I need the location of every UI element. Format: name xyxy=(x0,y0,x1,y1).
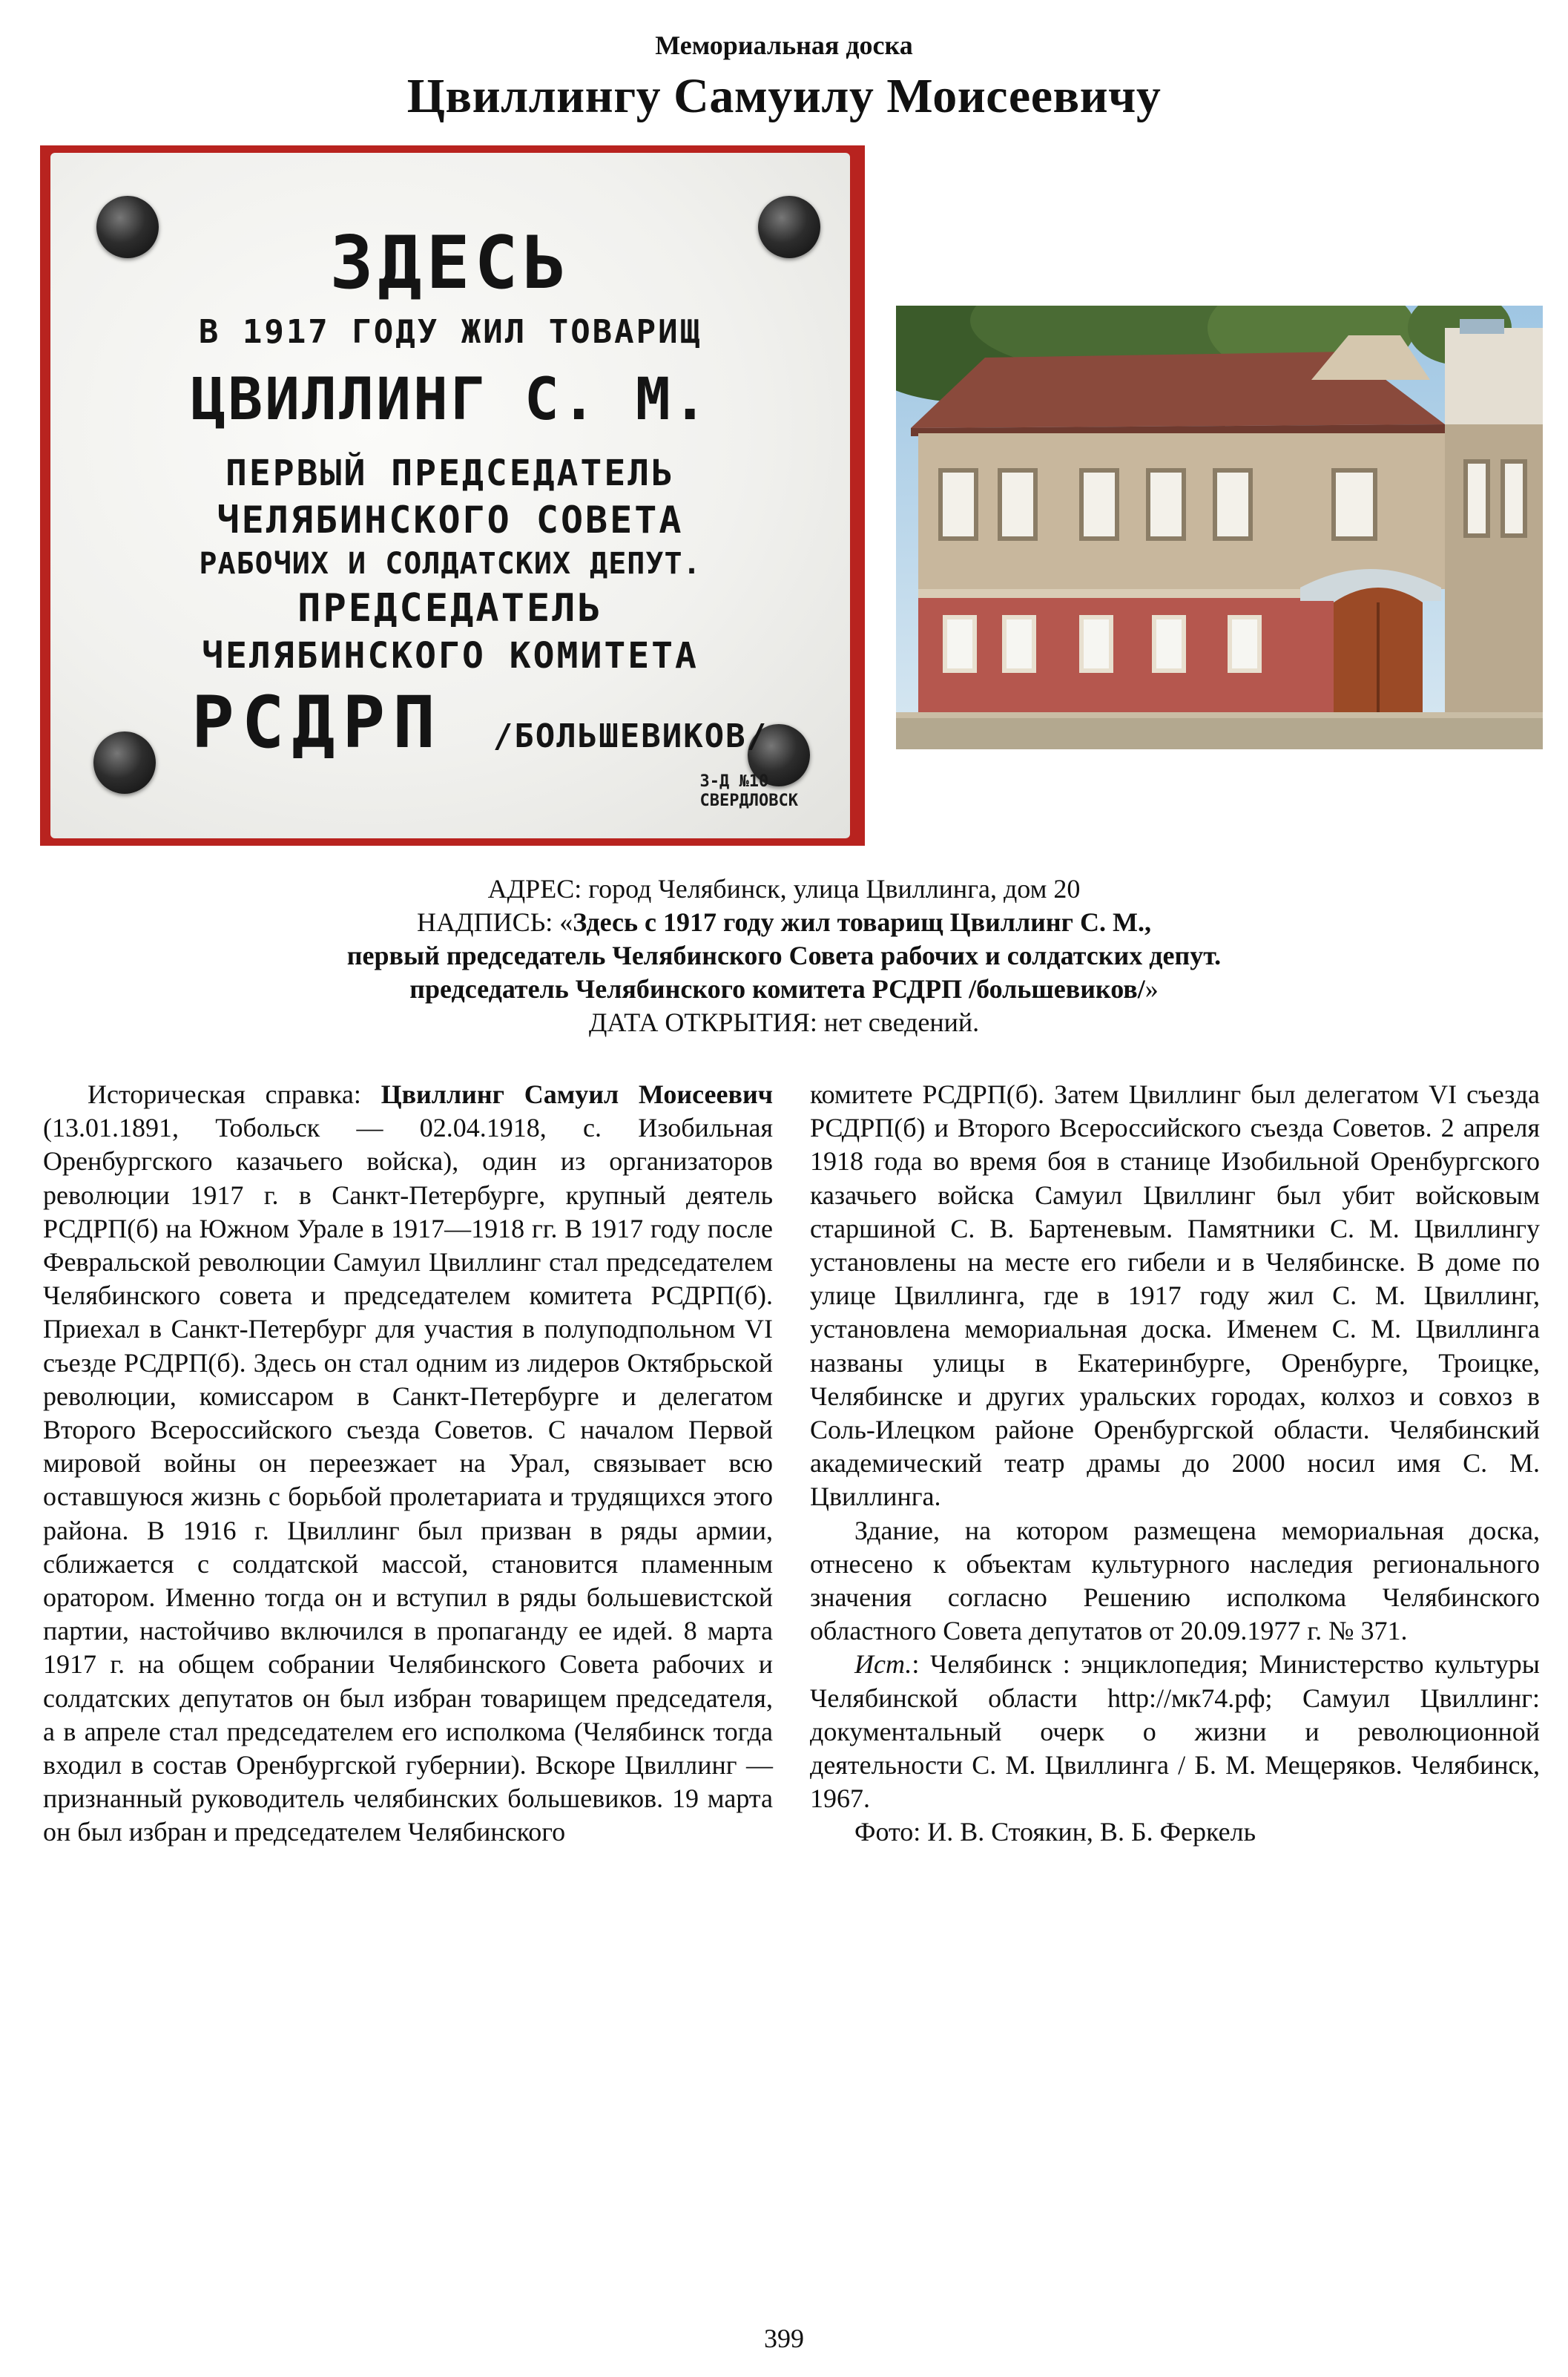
address-line xyxy=(0,872,1568,906)
inscription-close: » xyxy=(1144,974,1159,1004)
plaque-info xyxy=(0,872,1568,1039)
plaque-surface xyxy=(50,153,850,838)
plaque-line xyxy=(50,681,850,764)
date-value: нет сведений. xyxy=(817,1007,980,1037)
plaque-bolsheviks: /БОЛЬШЕВИКОВ/ xyxy=(493,717,768,755)
page-title: Цвиллингу Самуилу Моисеевичу xyxy=(406,69,1162,123)
plaque-line: РАБОЧИХ И СОЛДАТСКИХ ДЕПУТ. xyxy=(199,547,702,581)
plaque-inscription xyxy=(50,221,850,764)
house-photo xyxy=(896,306,1543,749)
sources-text: : Челябинск : энциклопедия; Министерство культуры Челябинской области http://мк74.рф; Самуил Цвиллинг: документальный очерк о жизни и революционной деятельности С. М. Цвиллинга / Б. М. Мещеряков. Челябинск, 1967. xyxy=(810,1649,1540,1814)
address-value: город Челябинск, улица Цвиллинга, дом 20 xyxy=(582,874,1081,904)
plaque-line: ПРЕДСЕДАТЕЛЬ xyxy=(297,586,603,631)
plaque-line: ЧЕЛЯБИНСКОГО КОМИТЕТА xyxy=(202,635,699,677)
plaque-line: ЗДЕСЬ xyxy=(329,221,571,306)
article-column-left xyxy=(43,1078,773,1850)
inscription-text: председатель Челябинского комитета РСДРП /большевиков/ xyxy=(409,974,1145,1004)
inscription-text: Здесь с 1917 году жил товарищ Цвиллинг С. М., xyxy=(573,907,1151,937)
page-number: 399 xyxy=(764,2324,804,2353)
inscription-line-3 xyxy=(0,973,1568,1006)
article-paragraph: Здание, на котором размещена мемориальная доска, отнесено к объектам культурного наследия регионального значения согласно Решению исполкома Челябинского областного Совета депутатов от 20.09.1977 г. № 371. xyxy=(810,1515,1540,1646)
person-name: Цвиллинг Самуил Моисеевич xyxy=(381,1079,774,1109)
maker-line: СВЕРДЛОВСК xyxy=(699,791,798,810)
memorial-plaque-photo xyxy=(40,145,865,846)
plaque-maker-mark xyxy=(700,772,798,810)
plaque-line: В 1917 ГОДУ ЖИЛ ТОВАРИЩ xyxy=(198,313,702,351)
photo-credit: Фото: И. В. Стоякин, В. Б. Феркель xyxy=(854,1817,1256,1847)
date-line xyxy=(0,1006,1568,1039)
house-illustration xyxy=(896,306,1543,749)
inscription-line-1 xyxy=(0,906,1568,939)
maker-line: З-Д №10 xyxy=(699,772,769,792)
sources-paragraph xyxy=(810,1648,1540,1815)
plaque-line: ЧЕЛЯБИНСКОГО СОВЕТА xyxy=(217,499,684,542)
inscription-label: НАДПИСЬ: « xyxy=(417,907,573,937)
address-label: АДРЕС: xyxy=(487,874,582,904)
article-paragraph xyxy=(43,1078,773,1850)
page-subtitle: Мемориальная доска xyxy=(655,30,913,60)
inscription-text: первый председатель Челябинского Совета рабочих и солдатских депут. xyxy=(346,941,1222,970)
article-body: (13.01.1891, Тобольск — 02.04.1918, с. Изобильная Оренбургского казачьего войска), один из организаторов революции 1917 г. в Санкт-Петербурге, крупный деятель РСДРП(б) на Южном Урале в 1917—1918 гг. В 1917 году после Февральской революции Самуил Цвиллинг стал председателем Челябинского совета и председателем комитета РСДРП(б). Приехал в Санкт-Петербург для участия в полуподпольном VI съезде РСДРП(б). Здесь он стал одним из лидеров Октябрьской революции, комиссаром в Санкт-Петербурге и делегатом Второго Всероссийского съезда Советов. С началом Первой мировой войны он переезжает на Урал, связывает всю оставшуюся жизнь с борьбой пролетариата и трудящихся этого района. В 1916 г. Цвиллинг был призван в ряды армии, сближается с солдатской массой, становится пламенным оратором. Именно тогда он и вступил в ряды большевистской партии, настойчиво включился в пропаганду ее идей. 8 марта 1917 г. на общем собрании Челябинского Совета рабочих и солдатских депутатов он был избран товарищем председателя, а в апреле стал председателем его исполкома (Челябинск тогда входил в состав Оренбургской губернии). Вскоре Цвиллинг — признанный руководитель челябинских большевиков. 19 марта он был избран и председателем Челябинского xyxy=(43,1113,773,1847)
plaque-rsdrp: РСДРП xyxy=(191,681,443,764)
article-paragraph: комитете РСДРП(б). Затем Цвиллинг был делегатом VI съезда РСДРП(б) и Второго Всероссийского съезда Советов. 2 апреля 1918 года во время боя в станице Изобильной Оренбургского казачьего войска Самуил Цвиллинг был убит войсковым старшиной С. В. Бартеневым. Памятники С. М. Цвиллингу установлены на месте его гибели и в Челябинске. В доме по улице Цвиллинга, где в 1917 году жил С. М. Цвиллинг, установлена мемориальная доска. Именем С. М. Цвиллинга названы улицы в Екатеринбурге, Оренбурге, Троицке, Челябинске и других уральских городах, колхоз и совхоз в Соль-Илецком районе Оренбургской области. Челябинский академический театр драмы до 2000 носил имя С. М. Цвиллинга. xyxy=(810,1079,1540,1512)
sources-label: Ист. xyxy=(854,1649,912,1680)
inscription-line-2 xyxy=(0,939,1568,973)
article-lead-label: Историческая справка: xyxy=(88,1079,381,1109)
plaque-line: ЦВИЛЛИНГ С. М. xyxy=(191,366,710,433)
article-column-right xyxy=(810,1078,1540,1850)
date-label: ДАТА ОТКРЫТИЯ: xyxy=(588,1007,817,1037)
plaque-line: ПЕРВЫЙ ПРЕДСЕДАТЕЛЬ xyxy=(225,453,676,494)
